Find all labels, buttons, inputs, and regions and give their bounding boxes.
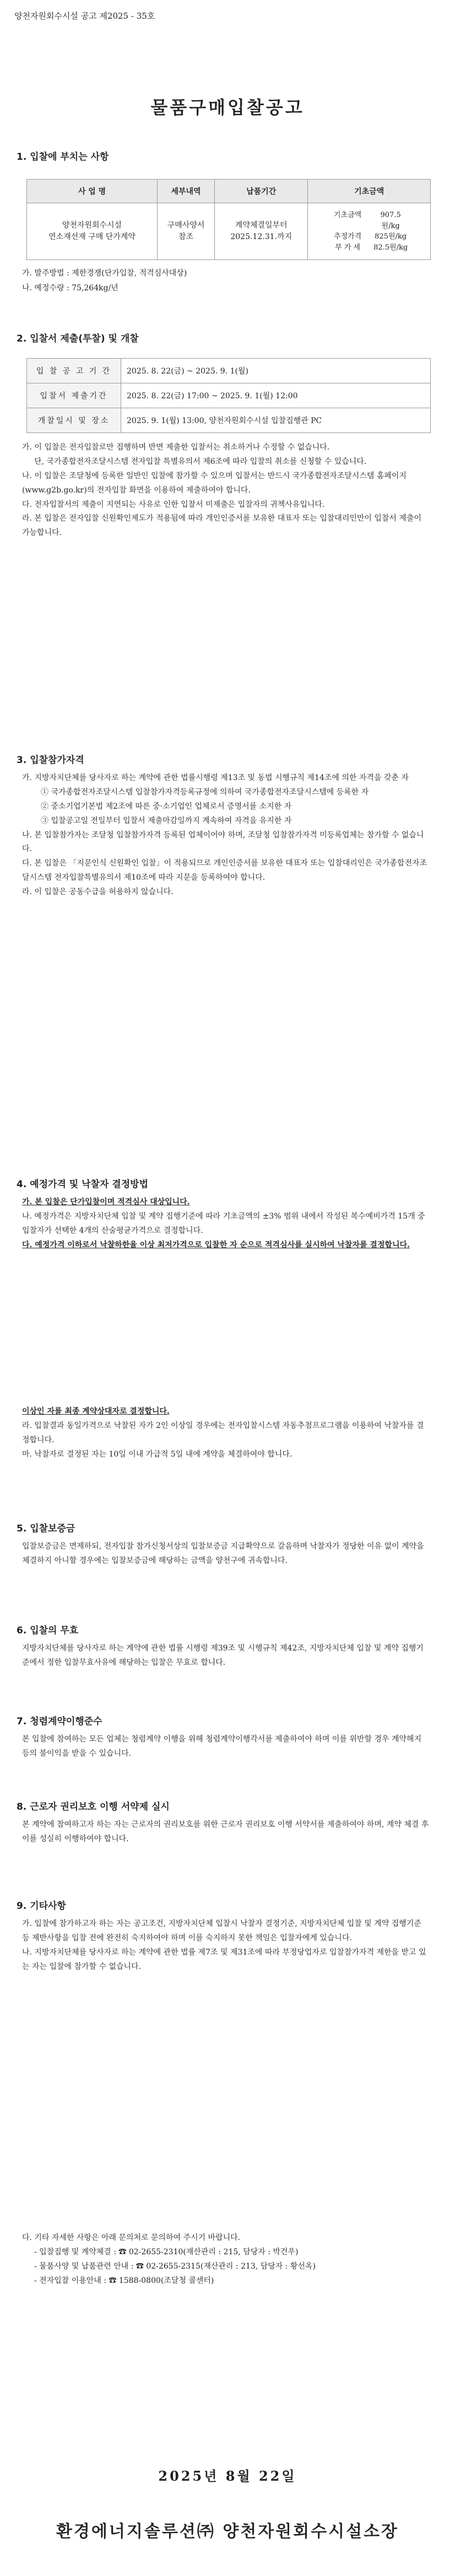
contact-line: - 입찰집행 및 계약체결 : ☎ 02-2655-2310(재산관리 : 215, 담당자 : 박건우) — [34, 2247, 299, 2256]
section-3-body — [22, 771, 430, 900]
list-item: 가. 입찰에 참가하고자 하는 자는 공고조건, 지방자치단체 입찰시 낙찰자 결정기준, 지방자치단체 입찰 및 계약 집행기준 등 제반사항을 입찰 전에 완전히 숙지하여야 하며 이를 숙지하지 못한 책임은 입찰자에게 있습니다. — [22, 1919, 421, 1942]
amount-label: 기초금액 — [334, 211, 362, 219]
schedule-table — [26, 358, 431, 433]
table-header: 사 업 명 — [27, 180, 158, 203]
section-7-heading: 7. 청렴계약이행준수 — [17, 1716, 102, 1727]
list-item: 라. 이 입찰은 공동수급을 허용하지 않습니다. — [22, 887, 174, 897]
list-item: 라. 본 입찰은 전자입찰 신원확인제도가 적용됨에 따라 개인인증서를 보유한 대표자 또는 입찰대리인만이 입찰서 제출이 가능합니다. — [22, 514, 421, 538]
schedule-value: 2025. 9. 1(월) 13:00, 양천자원회수시설 입찰집행관 PC — [121, 408, 431, 433]
project-name-cell — [27, 203, 158, 260]
table-row — [27, 383, 431, 408]
list-item: ② 중소기업기본법 제2조에 따른 중·소기업인 업체로서 증명서를 소지한 자 — [41, 802, 292, 811]
amount-cell — [308, 203, 431, 260]
section-3-heading: 3. 입찰참가자격 — [17, 755, 84, 766]
table-header-row — [27, 180, 431, 203]
list-item: 이상인 자를 최종 계약상대자로 결정합니다. — [22, 1407, 170, 1416]
paragraph: 본 계약에 참여하고자 하는 자는 근로자의 권리보호를 위한 근로자 권리보호 이행 서약서를 제출하여야 하며, 계약 체결 후 이를 성실히 이행하여야 합니다. — [22, 1820, 429, 1843]
schedule-value: 2025. 8. 22(금) 17:00 ~ 2025. 9. 1(월) 12:00 — [121, 383, 431, 408]
schedule-label: 개찰일시 및 장소 — [27, 408, 121, 433]
list-item: 라. 입찰결과 동일가격으로 낙찰된 자가 2인 이상일 경우에는 전자입찰시스템 자동추첨프로그램을 이용하여 낙찰자를 결정합니다. — [22, 1421, 424, 1444]
list-item: 나. 지방자치단체를 당사자로 하는 계약에 관한 법률 제7조 및 제31조에 따라 부정당업자로 입찰참가자격 제한을 받고 있는 자는 입찰에 참가할 수 없습니다. — [22, 1947, 426, 1971]
section-5-body — [22, 1540, 430, 1568]
section-9-body-continued — [22, 2231, 430, 2288]
list-item: 다. 전자입찰서의 제출이 지연되는 사유로 인한 입찰서 미제출은 입찰자의 귀책사유입니다. — [22, 500, 325, 509]
detail-cell — [157, 203, 214, 260]
notice-date: 2025년 8월 22일 — [158, 2468, 297, 2484]
amount-grid — [308, 210, 430, 253]
table-header: 기초금액 — [308, 180, 431, 203]
amount-value: 82.5원/kg — [373, 243, 408, 252]
schedule-label: 입찰서 제출기간 — [27, 383, 121, 408]
list-item: 가. 지방자치단체를 당사자로 하는 계약에 관한 법률시행령 제13조 및 동법 시행규칙 제14조에 의한 자격을 갖춘 자 — [22, 773, 409, 782]
schedule-label: 입 찰 공 고 기 간 — [27, 359, 121, 383]
table-header: 세부내역 — [157, 180, 214, 203]
list-item: 가. 본 입찰은 단가입찰이며 적격심사 대상입니다. — [22, 1198, 190, 1206]
table-row — [27, 408, 431, 433]
section-7-body — [22, 1733, 430, 1761]
paragraph: 본 입찰에 참여하는 모든 업체는 청렴계약 이행을 위해 청렴계약이행각서를 제출하여야 하며 이를 위반할 경우 계약해지 등의 불이익을 받을 수 있습니다. — [22, 1735, 421, 1758]
section-8-body — [22, 1818, 430, 1847]
table-header: 납품기간 — [215, 180, 308, 203]
section-9-body — [22, 1917, 430, 1974]
section-4-body — [22, 1195, 430, 1253]
table-row — [27, 203, 431, 260]
list-item: 나. 본 입찰참가자는 조달청 입찰참가자격 등록된 업체이어야 하며, 조달청 입찰참가자격 미등록업체는 참가할 수 없습니다. — [22, 830, 424, 854]
page-title: 물품구매입찰공고 — [150, 97, 305, 118]
section-2-body — [22, 441, 430, 540]
list-item: 마. 낙찰자로 결정된 자는 10일 이내 가급적 5일 내에 계약을 체결하여야 합니다. — [22, 1449, 292, 1459]
amount-value: 825원/kg — [375, 232, 407, 241]
project-name-line: 양천자원회수시설 — [62, 221, 122, 230]
paragraph: 지방자치단체를 당사자로 하는 계약에 관한 법률 시행령 제39조 및 시행규칙 제42조, 지방자치단체 입찰 및 계약 집행기준에서 정한 입찰무효사유에 해당하는 입찰은 무효로 합니다. — [22, 1644, 424, 1667]
list-item: 나. 예정가격은 지방자치단체 입찰 및 계약 집행기준에 따라 기초금액의 ±3% 범위 내에서 작성된 복수예비가격 15개 중 입찰자가 선택한 4개의 산술평균가격으로 결정합니다. — [22, 1211, 425, 1235]
list-item: 가. 이 입찰은 전자입찰로만 집행하며 반면 제출한 입찰서는 취소하거나 수정할 수 없습니다. — [22, 443, 330, 452]
section-2-heading: 2. 입찰서 제출(투찰) 및 개찰 — [17, 333, 139, 344]
notice-number: 양천자원회수시설 공고 제2025 - 35호 — [14, 11, 155, 21]
list-item: ① 국가종합전자조달시스템 입찰참가자격등록규정에 의하여 국가종합전자조달시스템에 등록한 자 — [41, 787, 369, 797]
section-4-body-continued — [22, 1405, 430, 1462]
order-method: 가. 발주방법 : 제한경쟁(단가입찰, 적격심사대상) — [22, 269, 187, 278]
project-name-line: 연소재선재 구매 단가계약 — [48, 232, 136, 241]
schedule-value: 2025. 8. 22(금) ~ 2025. 9. 1(월) — [121, 359, 431, 383]
amount-label: 부 가 세 — [335, 243, 361, 252]
issuing-organization: 환경에너지솔루션㈜ 양천자원회수시설소장 — [56, 2522, 399, 2541]
section-1-heading: 1. 입찰에 부치는 사항 — [17, 151, 109, 163]
paragraph: 입찰보증금은 면제하되, 전자입찰 참가신청서상의 입찰보증금 지급확약으로 갈음하며 낙찰자가 정당한 이유 없이 계약을 체결하지 아니할 경우에는 입찰보증금에 해당하는 금액을 양천구에 귀속합니다. — [22, 1542, 424, 1565]
section-9-heading: 9. 기타사항 — [17, 1901, 66, 1912]
detail-line: 구매사양서 — [167, 221, 205, 230]
bid-items-table — [26, 179, 431, 260]
period-line: 2025.12.31.까지 — [230, 232, 292, 241]
period-cell — [215, 203, 308, 260]
section-4-heading: 4. 예정가격 및 낙찰자 결정방법 — [17, 1179, 149, 1190]
section-8-heading: 8. 근로자 권리보호 이행 서약제 실시 — [17, 1801, 170, 1812]
list-item: 다. 기타 자세한 사항은 아래 문의처로 문의하여 주시기 바랍니다. — [22, 2233, 241, 2242]
section-6-body — [22, 1642, 430, 1670]
list-item: 나. 이 입찰은 조달청에 등록한 일반인 입찰에 참가할 수 있으며 입찰서는 반드시 국가종합전자조달시스템 홈페이지(www.g2b.go.kr)의 전자입찰 화면을 이용하여 제출하여야 합니다. — [22, 471, 407, 495]
list-item: 단, 국가종합전자조달시스템 전자입찰 특별유의서 제6조에 따라 입찰의 취소를 신청할 수 있습니다. — [34, 457, 367, 466]
list-item: ③ 입찰공고일 전일부터 입찰서 제출마감일까지 계속하여 자격을 유지한 자 — [41, 816, 292, 825]
section-6-heading: 6. 입찰의 무효 — [17, 1625, 79, 1636]
period-line: 계약체결일부터 — [235, 221, 288, 230]
estimated-quantity: 나. 예정수량 : 75,264kg/년 — [22, 284, 118, 293]
detail-line: 참조 — [178, 232, 194, 241]
list-item: 다. 예정가격 이하로서 낙찰하한율 이상 최저가격으로 입찰한 자 순으로 적격심사를 실시하여 낙찰자를 결정합니다. — [22, 1240, 410, 1249]
list-item: 다. 본 입찰은 「지문인식 신원확인 입찰」이 적용되므로 개인인증서를 보유한 대표자 또는 입찰대리인은 국가종합전자조달시스템 전자입찰특별유의서 제10조에 따라 지문을 등록하여야 합니다. — [22, 859, 427, 883]
amount-value: 907.5원/kg — [380, 211, 401, 230]
section-5-heading: 5. 입찰보증금 — [17, 1523, 75, 1534]
table-row — [27, 359, 431, 383]
amount-label: 추정가격 — [334, 232, 362, 241]
contact-line: - 물품사양 및 납품관련 안내 : ☎ 02-2655-2315(재산관리 : 213, 담당자 : 황선옥) — [34, 2261, 316, 2271]
contact-line: - 전자입찰 이용안내 : ☎ 1588-0800(조달청 콜센터) — [34, 2276, 214, 2285]
